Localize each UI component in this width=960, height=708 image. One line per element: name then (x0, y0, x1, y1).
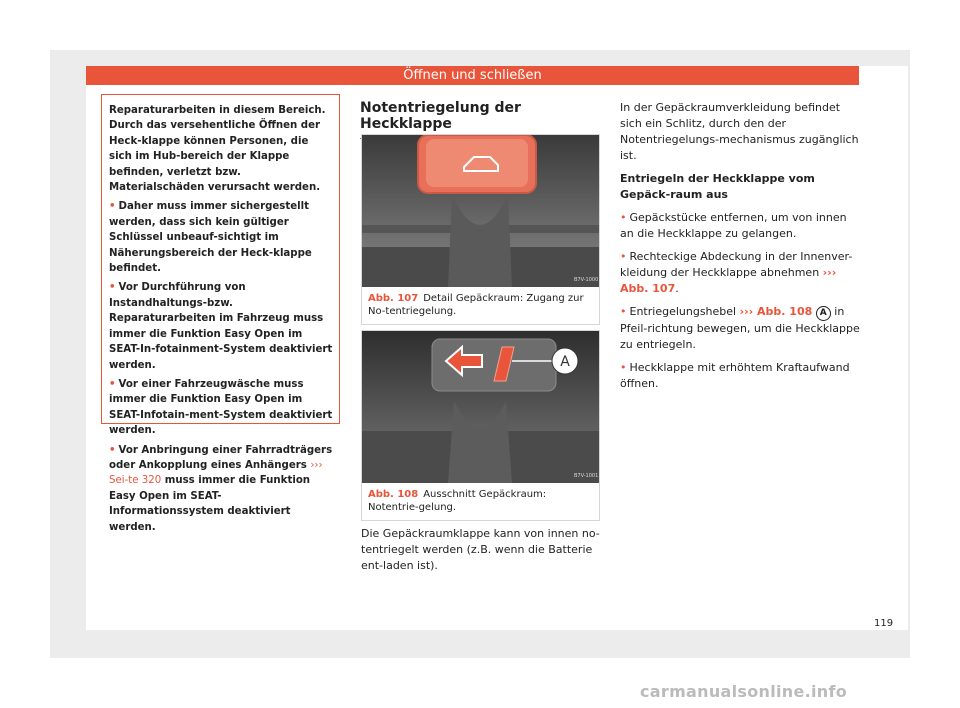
figure-caption (362, 287, 599, 324)
bullet-icon: • (109, 378, 116, 390)
bullet-icon: • (109, 282, 116, 294)
chapter-header: Öffnen und schließen (86, 66, 859, 85)
bullet-icon: • (620, 305, 627, 318)
body-paragraph: Die Gepäckraumklappe kann von innen no-tentriegelt werden (z.B. wenn die Batterie ent-laden ist). (361, 527, 600, 572)
trunk-access-cover-image (362, 135, 599, 287)
figure-reference-link[interactable]: ››› Abb. 108 (739, 305, 813, 318)
figure-reference-link[interactable]: ››› Abb. 107 (620, 266, 837, 295)
figure-code: B7V-1001 (574, 473, 599, 479)
caption-text: Ausschnitt Gepäckraum: Notentrie-gelung. (368, 489, 547, 513)
warning-intro: Reparaturarbeiten in diesem Bereich. Durch das versehentliche Öffnen der Heck-klappe können Personen, die sich im Hub-bereich der Klappe befinden, verletzt bzw. Materialschäden verursacht werden. (109, 105, 326, 194)
figure-caption (362, 483, 599, 520)
bullet-icon: • (109, 444, 116, 456)
caption-text: Detail Gepäckraum: Zugang zur No-tentriegelung. (368, 293, 584, 317)
warning-item: • Vor einer Fahrzeugwäsche muss immer die Funktion Easy Open im SEAT-Infotain-ment-System deaktiviert werden. (109, 378, 333, 437)
intro-paragraph: In der Gepäckraumverkleidung befindet sich ein Schlitz, durch den der Notentriegelungs-mechanismus zugänglich ist. (620, 101, 859, 162)
step-item: • Gepäckstücke entfernen, um von innen an die Heckklappe zu gelangen. (620, 211, 847, 240)
subheading: Entriegeln der Heckklappe vom Gepäck-raum aus (620, 172, 815, 201)
instructions-column (620, 100, 860, 399)
step-item: • Rechteckige Abdeckung in der Innenver-kleidung der Heckklappe abnehmen ››› Abb. 107. (620, 250, 853, 295)
figure-number: Abb. 107 (368, 293, 419, 304)
figure-code: B7V-1000 (574, 277, 599, 283)
figure-number: Abb. 108 (368, 489, 419, 500)
bullet-icon: • (109, 201, 116, 213)
warning-item: • Daher muss immer sichergestellt werden, dass sich kein gültiger Schlüssel unbeauf-sichtigt im Näherungsbereich der Heck-klappe befindet. (109, 201, 312, 275)
bullet-icon: • (620, 361, 627, 374)
warning-box (101, 94, 340, 533)
bullet-icon: • (620, 211, 627, 224)
warning-item: • Vor Durchführung von Instandhaltungs-bzw. Reparaturarbeiten im Fahrzeug muss immer die Funktion Easy Open im SEAT-In-fotainment-System deaktiviert werden. (109, 282, 333, 371)
warning-item: • Vor Anbringung einer Fahrradträgers oder Ankopplung eines Anhängers ››› Sei-te 320 muss immer die Funktion Easy Open im SEAT-Informationssystem deaktiviert werden. (109, 444, 333, 533)
bullet-icon: • (620, 250, 627, 263)
section-title: Notentriegelung der Heckklappe (360, 100, 600, 139)
figure-107 (361, 134, 600, 325)
watermark: carmanualsonline.info (640, 682, 848, 701)
figure-108 (361, 330, 600, 521)
step-item: • Heckklappe mit erhöhtem Kraftaufwand öffnen. (620, 361, 850, 390)
page-number: 119 (874, 618, 894, 629)
callout-letter: A (560, 354, 570, 370)
step-item: • Entriegelungshebel ››› Abb. 108 A in Pfeil-richtung bewegen, um die Heckklappe zu entriegeln. (620, 305, 860, 351)
callout-a-icon: A (816, 306, 831, 321)
page-reference-link[interactable]: ››› Sei-te 320 (109, 459, 323, 487)
release-lever-image (362, 331, 599, 483)
